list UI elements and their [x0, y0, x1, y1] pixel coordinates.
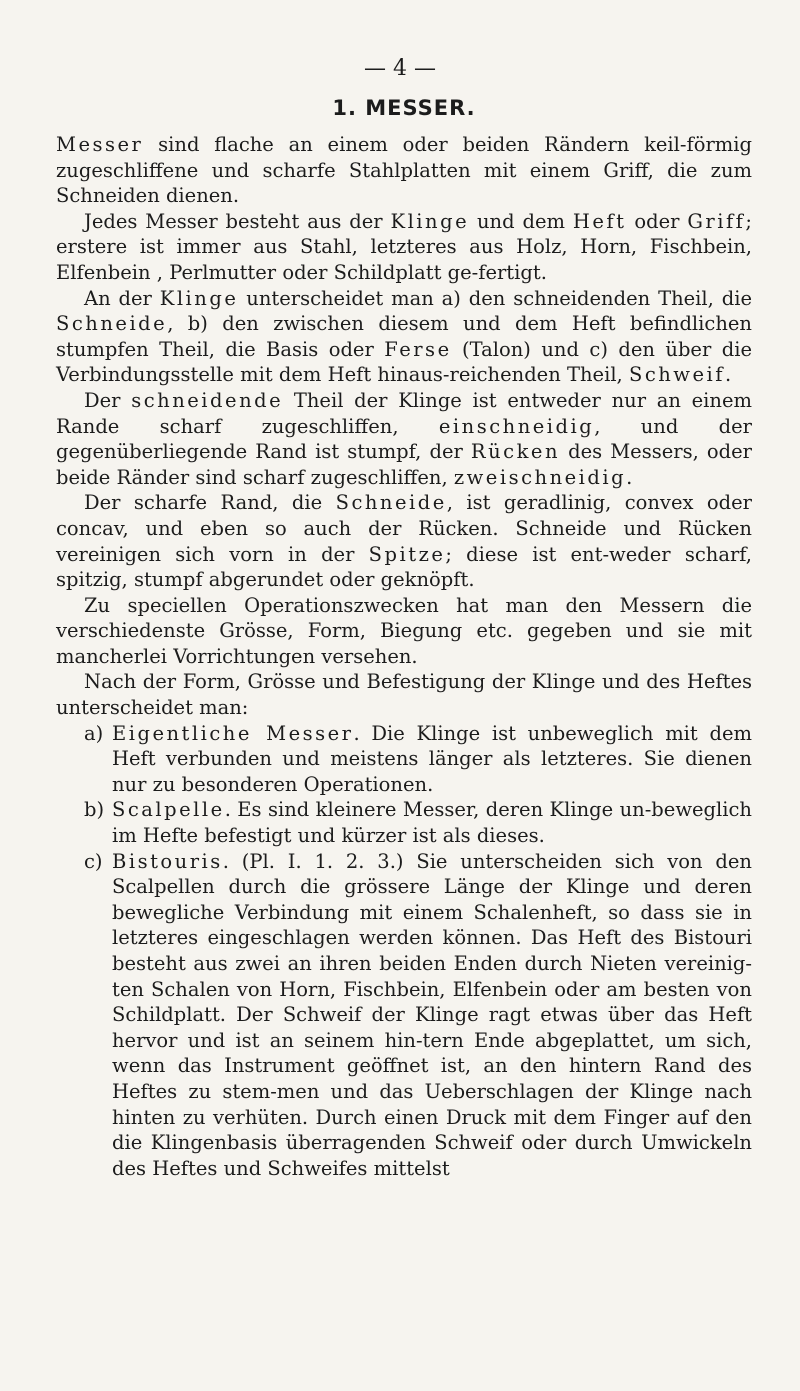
body-text [56, 132, 752, 1181]
term: Messer [56, 133, 144, 156]
term: Griff [687, 209, 746, 233]
term: Bistouris [112, 849, 223, 873]
section-title: 1. MESSER. [332, 96, 476, 120]
paragraph-3: An der Klinge unterscheidet man a) den schneidenden Theil, die Schneide, b) den zwischen diesem und dem Heft befindlichen stumpfen Theil, die Basis oder Ferse (Talon) und c) den über die Verbindungsstelle mit dem Heft hinaus-reichenden Theil, Schweif. [56, 286, 752, 387]
term: Ferse [384, 337, 452, 361]
term: zweischneidig [453, 465, 627, 489]
knife-types-list [56, 721, 752, 1182]
list-item: a) Eigentliche Messer. Die Klinge ist unbeweglich mit dem Heft verbunden und meistens länger als letzteres. Sie dienen nur zu besonderen Operationen. [84, 721, 752, 796]
paragraph-6: Zu speciellen Operationszwecken hat man den Messern die verschiedenste Grösse, Form, Biegung etc. gegeben und sie mit mancherlei Vorrichtungen versehen. [56, 593, 752, 668]
term: Schneide [335, 491, 447, 515]
term: Klinge [390, 209, 470, 233]
paragraph-2: Jedes Messer besteht aus der Klinge und dem Heft oder Griff; erstere ist immer aus Stahl, letzteres aus Holz, Horn, Fischbein, Elfenbein , Perlmutter oder Schildplatt ge-fertigt. [56, 209, 752, 284]
term: Schweif [628, 363, 725, 387]
list-item: b) Scalpelle. Es sind kleinere Messer, deren Klinge un-beweglich im Hefte befestigt und kürzer ist als dieses. [84, 798, 752, 848]
paragraph-4: Der schneidende Theil der Klinge ist entweder nur an einem Rande scharf zugeschliffen, einschneidig, und der gegenüberliegende Rand ist stumpf, der Rücken des Messers, oder beide Ränder sind scharf zugeschliffen, zweischneidig. [56, 388, 752, 489]
term: Schneide [56, 312, 168, 336]
term: Rücken [470, 440, 560, 464]
term: Heft [572, 209, 627, 233]
paragraph-7: Nach der Form, Grösse und Befestigung der Klinge und des Heftes unterscheidet man: [56, 670, 752, 720]
page-number: — 4 — [364, 56, 436, 81]
term: schneidende [131, 388, 284, 412]
term: einschneidig [438, 414, 595, 438]
term: Scalpelle [112, 798, 225, 822]
list-item: c) Bistouris. (Pl. I. 1. 2. 3.) Sie unterscheiden sich von den Scalpellen durch die grössere Länge der Klinge und deren bewegliche Verbindung mit einem Schalenheft, so dass sie in letzteres eingeschlagen werden können. Das Heft des Bistouri besteht aus zwei an ihren beiden Enden durch Nieten vereinig-ten Schalen von Horn, Fischbein, Elfenbein oder am besten von Schildplatt. Der Schweif der Klinge ragt etwas über das Heft hervor und ist an seinem hin-tern Ende abgeplattet, um sich, wenn das Instrument geöffnet ist, an den hintern Rand des Heftes zu stem-men und das Ueberschlagen der Klinge nach hinten zu verhüten. Durch einen Druck mit dem Finger auf den die Klingenbasis überragenden Schweif oder durch Umwickeln des Heftes und Schweifes mittelst [84, 849, 752, 1180]
paragraph-5: Der scharfe Rand, die Schneide, ist geradlinig, convex oder concav, und eben so auch der Rücken. Schneide und Rücken vereinigen sich vorn in der Spitze; diese ist ent-weder scharf, spitzig, stumpf abgerundet oder geknöpft. [56, 491, 752, 592]
term: Spitze [368, 542, 446, 566]
list-marker: a) [84, 721, 104, 745]
paragraph-1: Messer sind flache an einem oder beiden Rändern keil-förmig zugeschliffene und scharfe Stahlplatten mit einem Griff, die zum Schneiden dienen. [56, 133, 752, 208]
list-marker: b) [84, 798, 105, 822]
term: Klinge [159, 286, 239, 310]
list-marker: c) [84, 849, 103, 873]
term: Eigentliche Messer [112, 721, 354, 745]
